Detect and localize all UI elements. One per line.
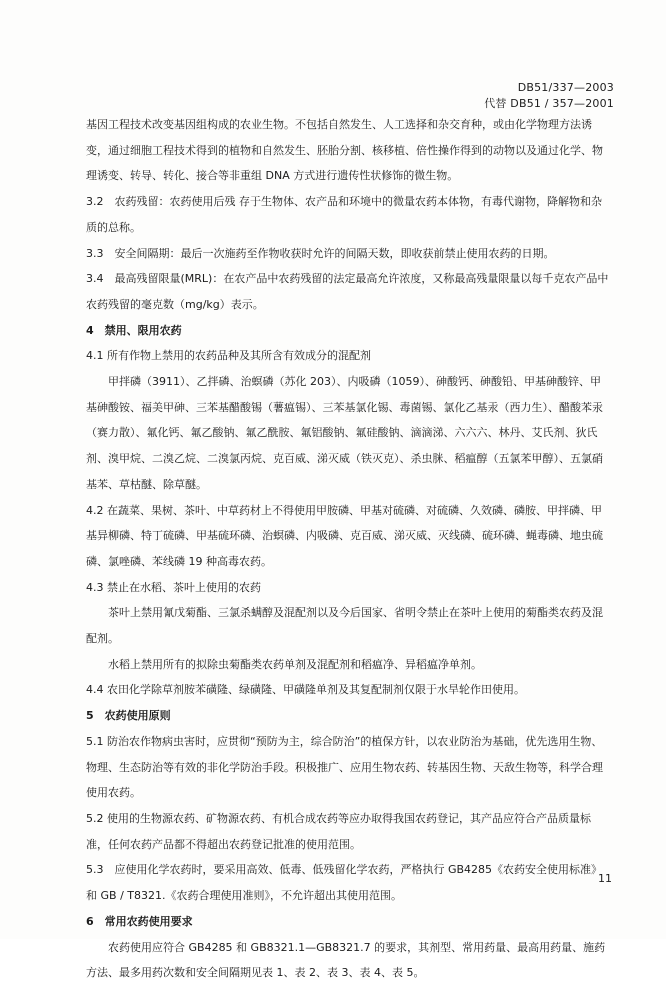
banned-pesticides-list: 甲拌磷（3911）、乙拌磷、治螟磷（苏化 203）、内吸磷（1059）、砷酸钙、砷酸铅、甲基砷酸锌、甲基砷酸铵、福美甲砷、三苯基醋酸锡（薯瘟锡）、三苯基氯化锡、毒菌锡、氯化乙基汞（西力生）、醋酸苯汞（赛力散）、氟化钙、氟乙酸钠、氟乙酰胺、氟铝酸钠、氟硅酸钠、滴滴涕、六六六、林丹、艾氏剂、狄氏剂、溴甲烷、二溴乙烷、二溴氯丙烷、克百威、涕灭威（铁灭克）、杀虫脒、稻瘟醇（五氯苯甲醇）、五氯硝基苯、草枯醚、除草醚。 bbox=[86, 375, 603, 491]
clause-4-4: 4.4 农田化学除草剂胺苯磺隆、绿磺隆、甲磺隆单剂及其复配制剂仅限于水旱轮作田使用。 bbox=[86, 683, 525, 697]
clause-4-2: 4.2 在蔬菜、果树、茶叶、中草药材上不得使用甲胺磷、甲基对硫磷、对硫磷、久效磷、磷胺、甲拌磷、甲基异柳磷、特丁硫磷、甲基硫环磷、治螟磷、内吸磷、克百威、涕灭威、灭线磷、硫环磷、蝇毒磷、地虫硫磷、氯唑磷、苯线磷 19 种高毒农药。 bbox=[86, 503, 603, 568]
section-heading-5: 5 农药使用原则 bbox=[86, 709, 171, 723]
clause-4-3: 4.3 禁止在水稻、茶叶上使用的农药 bbox=[86, 580, 261, 594]
clause-5-2: 5.2 使用的生物源农药、矿物源农药、有机合成农药等应办取得我国农药登记，其产品应符合产品质量标准，任何农药产品都不得超出农药登记批准的使用范围。 bbox=[86, 811, 591, 851]
usage-requirements: 农药使用应符合 GB4285 和 GB8321.1—GB8321.7 的要求，其剂型、常用药量、最高用药量、施药方法、最多用药次数和安全间隔期见表 1、表 2、表 3、表 4、表 5。 bbox=[86, 940, 606, 980]
section-heading-6: 6 常用农药使用要求 bbox=[86, 914, 193, 928]
section-heading-4: 4 禁用、限用农药 bbox=[86, 323, 182, 337]
replaces-standard: 代替 DB51 / 357—2001 bbox=[484, 97, 614, 110]
document-body bbox=[86, 112, 610, 986]
page-number: 11 bbox=[598, 872, 612, 885]
standard-number: DB51/337—2003 bbox=[517, 81, 614, 94]
clause-5-1: 5.1 防治农作物病虫害时，应贯彻“预防为主，综合防治”的植保方针，以农业防治为基础，优先选用生物、物理、生态防治等有效的非化学防治手段。积极推广、应用生物农药、转基因生物、天敌生物等，科学合理使用农药。 bbox=[86, 734, 603, 800]
clause-5-3: 5.3 应使用化学农药时，要采用高效、低毒、低残留化学农药，严格执行 GB4285《农药安全使用标准》和 GB / T8321.《农药合理使用准则》，不允许超出其使用范围。 bbox=[86, 863, 603, 903]
clause-4-1: 4.1 所有作物上禁用的农药品种及其所含有效成分的混配剂 bbox=[86, 349, 371, 363]
clause-3-2: 3.2 农药残留：农药使用后残 存于生物体、农产品和环境中的微量农药本体物，有毒代谢物，降解物和杂质的总称。 bbox=[86, 195, 602, 234]
standard-header bbox=[484, 80, 614, 112]
clause-3-4: 3.4 最高残留限量(MRL)：在农产品中农药残留的法定最高允许浓度，又称最高残量限量以每千克农产品中农药残留的毫克数（mg/kg）表示。 bbox=[86, 272, 609, 311]
clause-3-3: 3.3 安全间隔期：最后一次施药至作物收获时允许的间隔天数，即收获前禁止使用农药的日期。 bbox=[86, 246, 555, 260]
rice-restrictions: 水稻上禁用所有的拟除虫菊酯类农药单剂及混配剂和稻瘟净、异稻瘟净单剂。 bbox=[108, 657, 482, 671]
paragraph-continuation: 基因工程技术改变基因组构成的农业生物。不包括自然发生、人工选择和杂交育种，或由化学物理方法诱变，通过细胞工程技术得到的植物和自然发生、胚胎分割、核移植、倍性操作得到的动物以及通过化学、物理诱变、转导、转化、接合等非重组 DNA 方式进行遗传性状修饰的微生物。 bbox=[86, 118, 603, 183]
tea-restrictions: 茶叶上禁用氰戊菊酯、三氯杀螨醇及混配剂以及今后国家、省明令禁止在茶叶上使用的菊酯类农药及混配剂。 bbox=[86, 606, 603, 646]
